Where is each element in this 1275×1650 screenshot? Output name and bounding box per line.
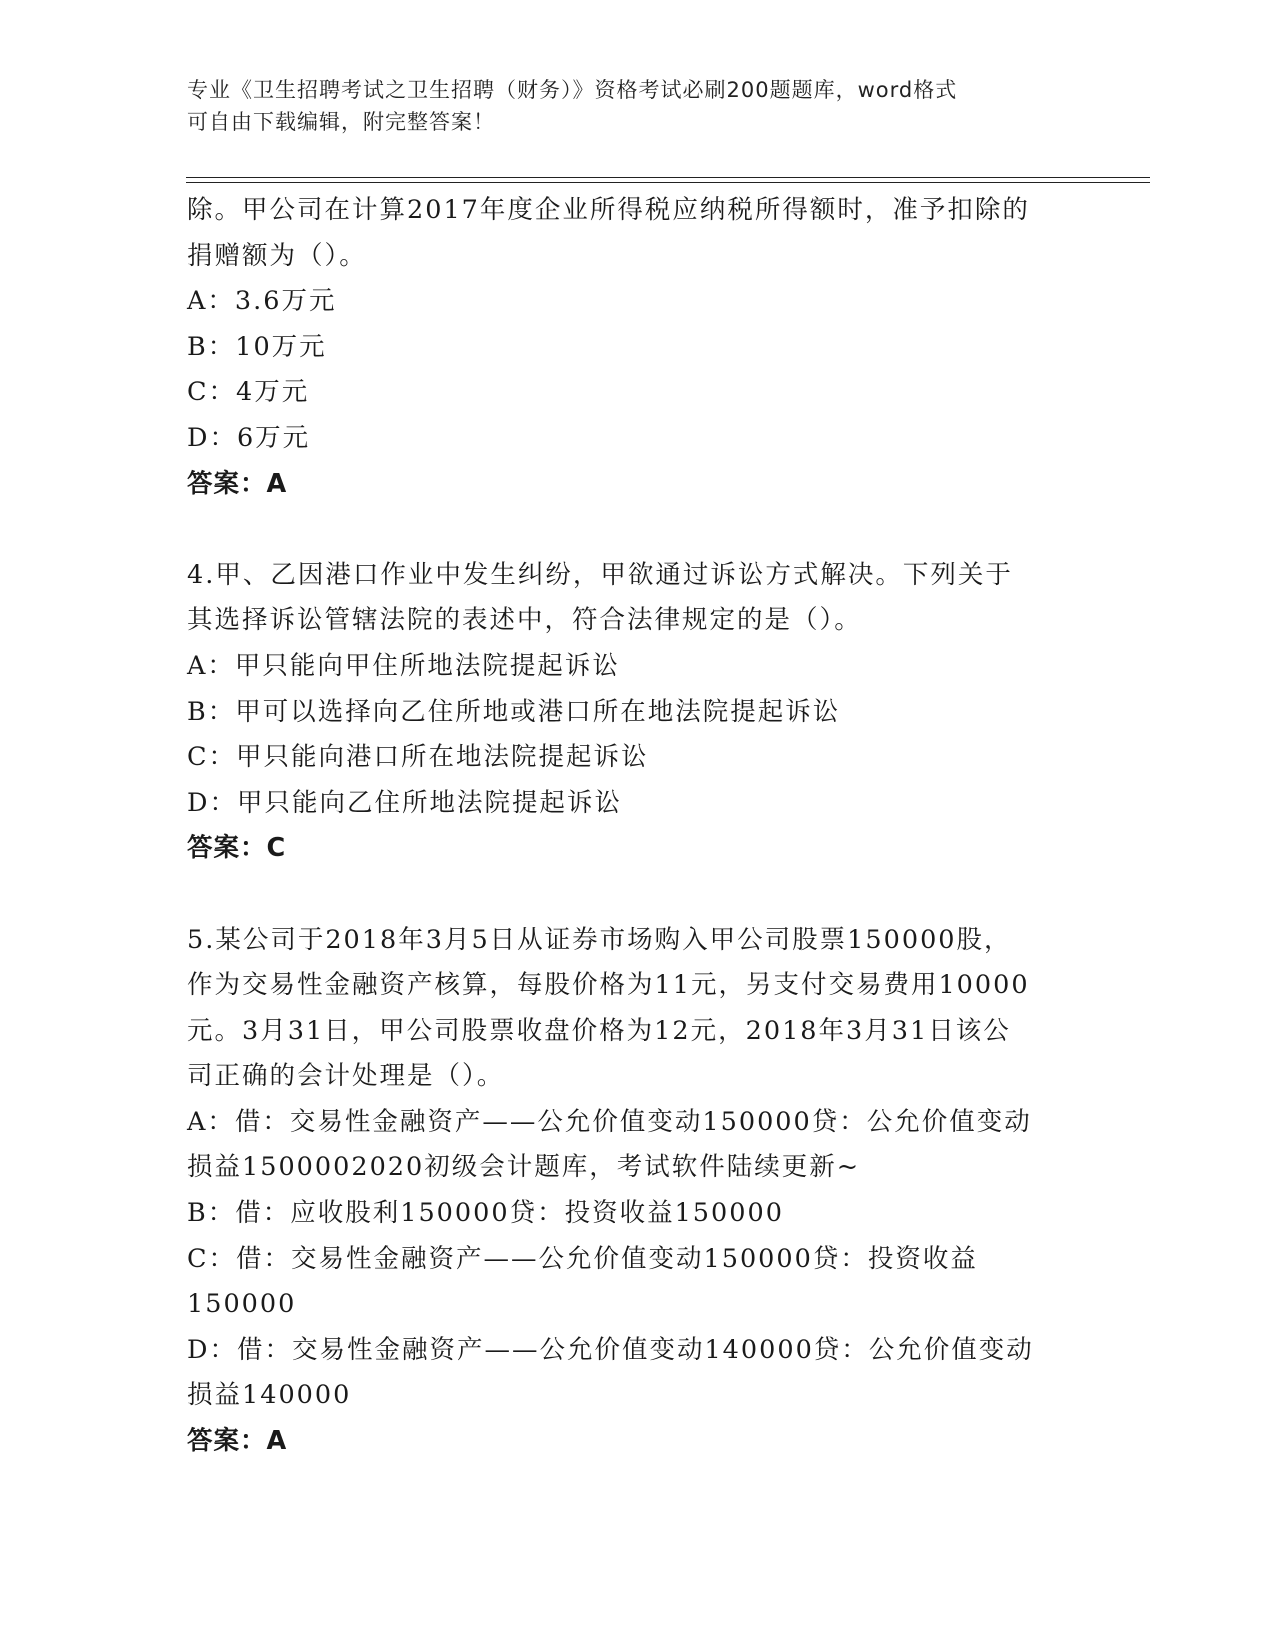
option-b: B：10万元 (187, 331, 327, 362)
spacer (187, 872, 1087, 918)
option-c: C：甲只能向港口所在地法院提起诉讼 (187, 742, 649, 773)
option-a: A：借：交易性金融资产——公允价值变动150000贷：公允价值变动 (187, 1106, 1032, 1137)
answer-label: 答案：C (187, 833, 287, 864)
question-3 (187, 188, 1087, 507)
option-d: D：6万元 (187, 422, 311, 453)
option-c-continued: 150000 (187, 1289, 297, 1320)
question-stem-line: 捐赠额为（）。 (187, 240, 367, 271)
header-divider-top (186, 177, 1150, 178)
document-header (187, 74, 1087, 138)
option-d: D：借：交易性金融资产——公允价值变动140000贷：公允价值变动 (187, 1334, 1034, 1365)
answer-label: 答案：A (187, 1426, 288, 1457)
document-body (187, 188, 1087, 1465)
option-d: D：甲只能向乙住所地法院提起诉讼 (187, 787, 622, 818)
option-a: A：甲只能向甲住所地法院提起诉讼 (187, 650, 620, 681)
question-stem-line: 4.甲、乙因港口作业中发生纠纷，甲欲通过诉讼方式解决。下列关于 (187, 559, 1013, 590)
spacer (187, 507, 1087, 553)
question-stem-line: 司正确的会计处理是（）。 (187, 1061, 505, 1092)
option-b: B：甲可以选择向乙住所地或港口所在地法院提起诉讼 (187, 696, 841, 727)
header-subtitle-line: 可自由下载编辑，附完整答案！ (187, 110, 495, 134)
question-stem-line: 其选择诉讼管辖法院的表述中，符合法律规定的是（）。 (187, 605, 862, 636)
option-a-continued: 损益1500002020初级会计题库，考试软件陆续更新~ (187, 1152, 861, 1183)
header-divider-bottom (186, 182, 1150, 183)
question-stem-line: 作为交易性金融资产核算，每股价格为11元，另支付交易费用10000 (187, 970, 1030, 1001)
question-stem-line: 5.某公司于2018年3月5日从证券市场购入甲公司股票150000股， (187, 924, 1012, 955)
header-title-line: 专业《卫生招聘考试之卫生招聘（财务）》资格考试必刷200题题库，word格式 (187, 78, 958, 102)
option-c: C：4万元 (187, 377, 310, 408)
question-5 (187, 918, 1087, 1465)
option-c: C：借：交易性金融资产——公允价值变动150000贷：投资收益 (187, 1243, 978, 1274)
question-stem-line: 元。3月31日，甲公司股票收盘价格为12元，2018年3月31日该公 (187, 1015, 1011, 1046)
question-4 (187, 553, 1087, 872)
question-stem-line: 除。甲公司在计算2017年度企业所得税应纳税所得额时，准予扣除的 (187, 195, 1030, 225)
option-a: A：3.6万元 (187, 286, 337, 317)
option-b: B：借：应收股利150000贷：投资收益150000 (187, 1198, 784, 1229)
option-d-continued: 损益140000 (187, 1380, 352, 1411)
answer-label: 答案：A (187, 468, 288, 499)
